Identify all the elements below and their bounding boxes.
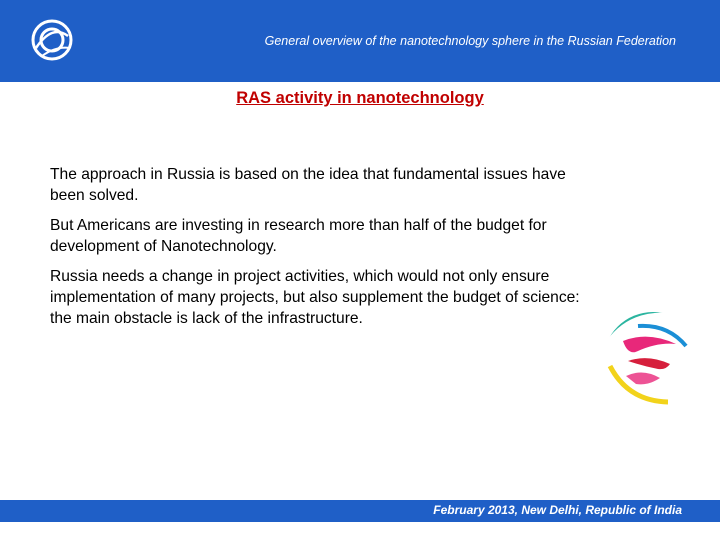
paragraph: Russia needs a change in project activities, which would not only ensure implementation of many projects, but also supplement the budget of science: the main obstacle is lack of the infrastructure. bbox=[50, 268, 580, 327]
header-bar bbox=[0, 0, 720, 82]
footer-text: February 2013, New Delhi, Republic of India bbox=[433, 503, 682, 517]
slide-title: RAS activity in nanotechnology bbox=[236, 89, 484, 107]
nanotechnology-emblem-icon bbox=[598, 306, 708, 418]
slide-body bbox=[50, 164, 580, 338]
organization-logo-icon bbox=[30, 18, 74, 62]
paragraph: The approach in Russia is based on the idea that fundamental issues have been solved. bbox=[50, 166, 566, 204]
paragraph: But Americans are investing in research more than half of the budget for development of Nanotechnology. bbox=[50, 217, 547, 255]
header-title: General overview of the nanotechnology sphere in the Russian Federation bbox=[264, 34, 676, 48]
footer-bar bbox=[0, 500, 720, 522]
